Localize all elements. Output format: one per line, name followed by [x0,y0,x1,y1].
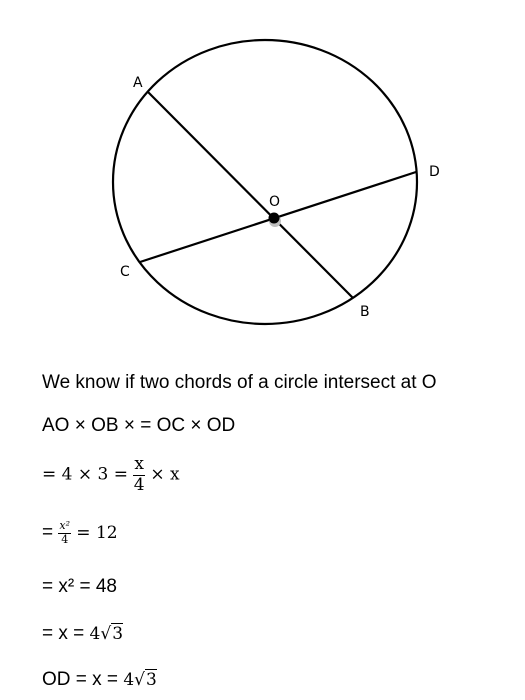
line-2-tail: × x [150,464,180,485]
line-6-coefficient: 4 [123,670,135,690]
circle-chords-diagram [0,0,525,340]
line-3-lead: = [42,522,54,544]
fraction-x-over-4 [133,455,145,495]
solution-line-5 [42,623,123,645]
label-d: D [429,164,440,180]
fraction-numerator: x² [59,519,71,532]
sqrt-3: √3 [134,670,157,690]
fraction-numerator: x [134,454,144,474]
center-dot-o [269,213,280,224]
line-6-lead: OD = x = [42,669,124,690]
solution-line-1: AO × OB × = OC × OD [42,415,236,436]
sqrt-3: √3 [100,624,124,644]
solution-line-2 [42,455,180,495]
fraction-denominator: 4 [61,532,69,546]
label-a: A [133,75,143,91]
fraction-x-squared-over-4 [58,520,71,546]
line-5-lead: = x = [42,623,90,644]
circle [113,40,417,324]
solution-line-4: = x² = 48 [42,576,117,597]
sqrt-radicand: 3 [145,670,157,690]
chord-ab [148,92,353,298]
sqrt-radicand: 3 [112,624,124,644]
line-3-tail: = 12 [76,523,118,544]
label-b: B [360,304,370,320]
solution-intro: We know if two chords of a circle intersect at O [42,372,437,393]
solution-line-3 [42,520,118,546]
solution-line-6 [42,669,157,691]
label-c: C [120,264,130,280]
line-2-lead: = 4 × 3 = [42,464,128,485]
label-o: O [269,194,281,210]
line-5-coefficient: 4 [89,624,101,644]
fraction-denominator: 4 [133,474,145,495]
